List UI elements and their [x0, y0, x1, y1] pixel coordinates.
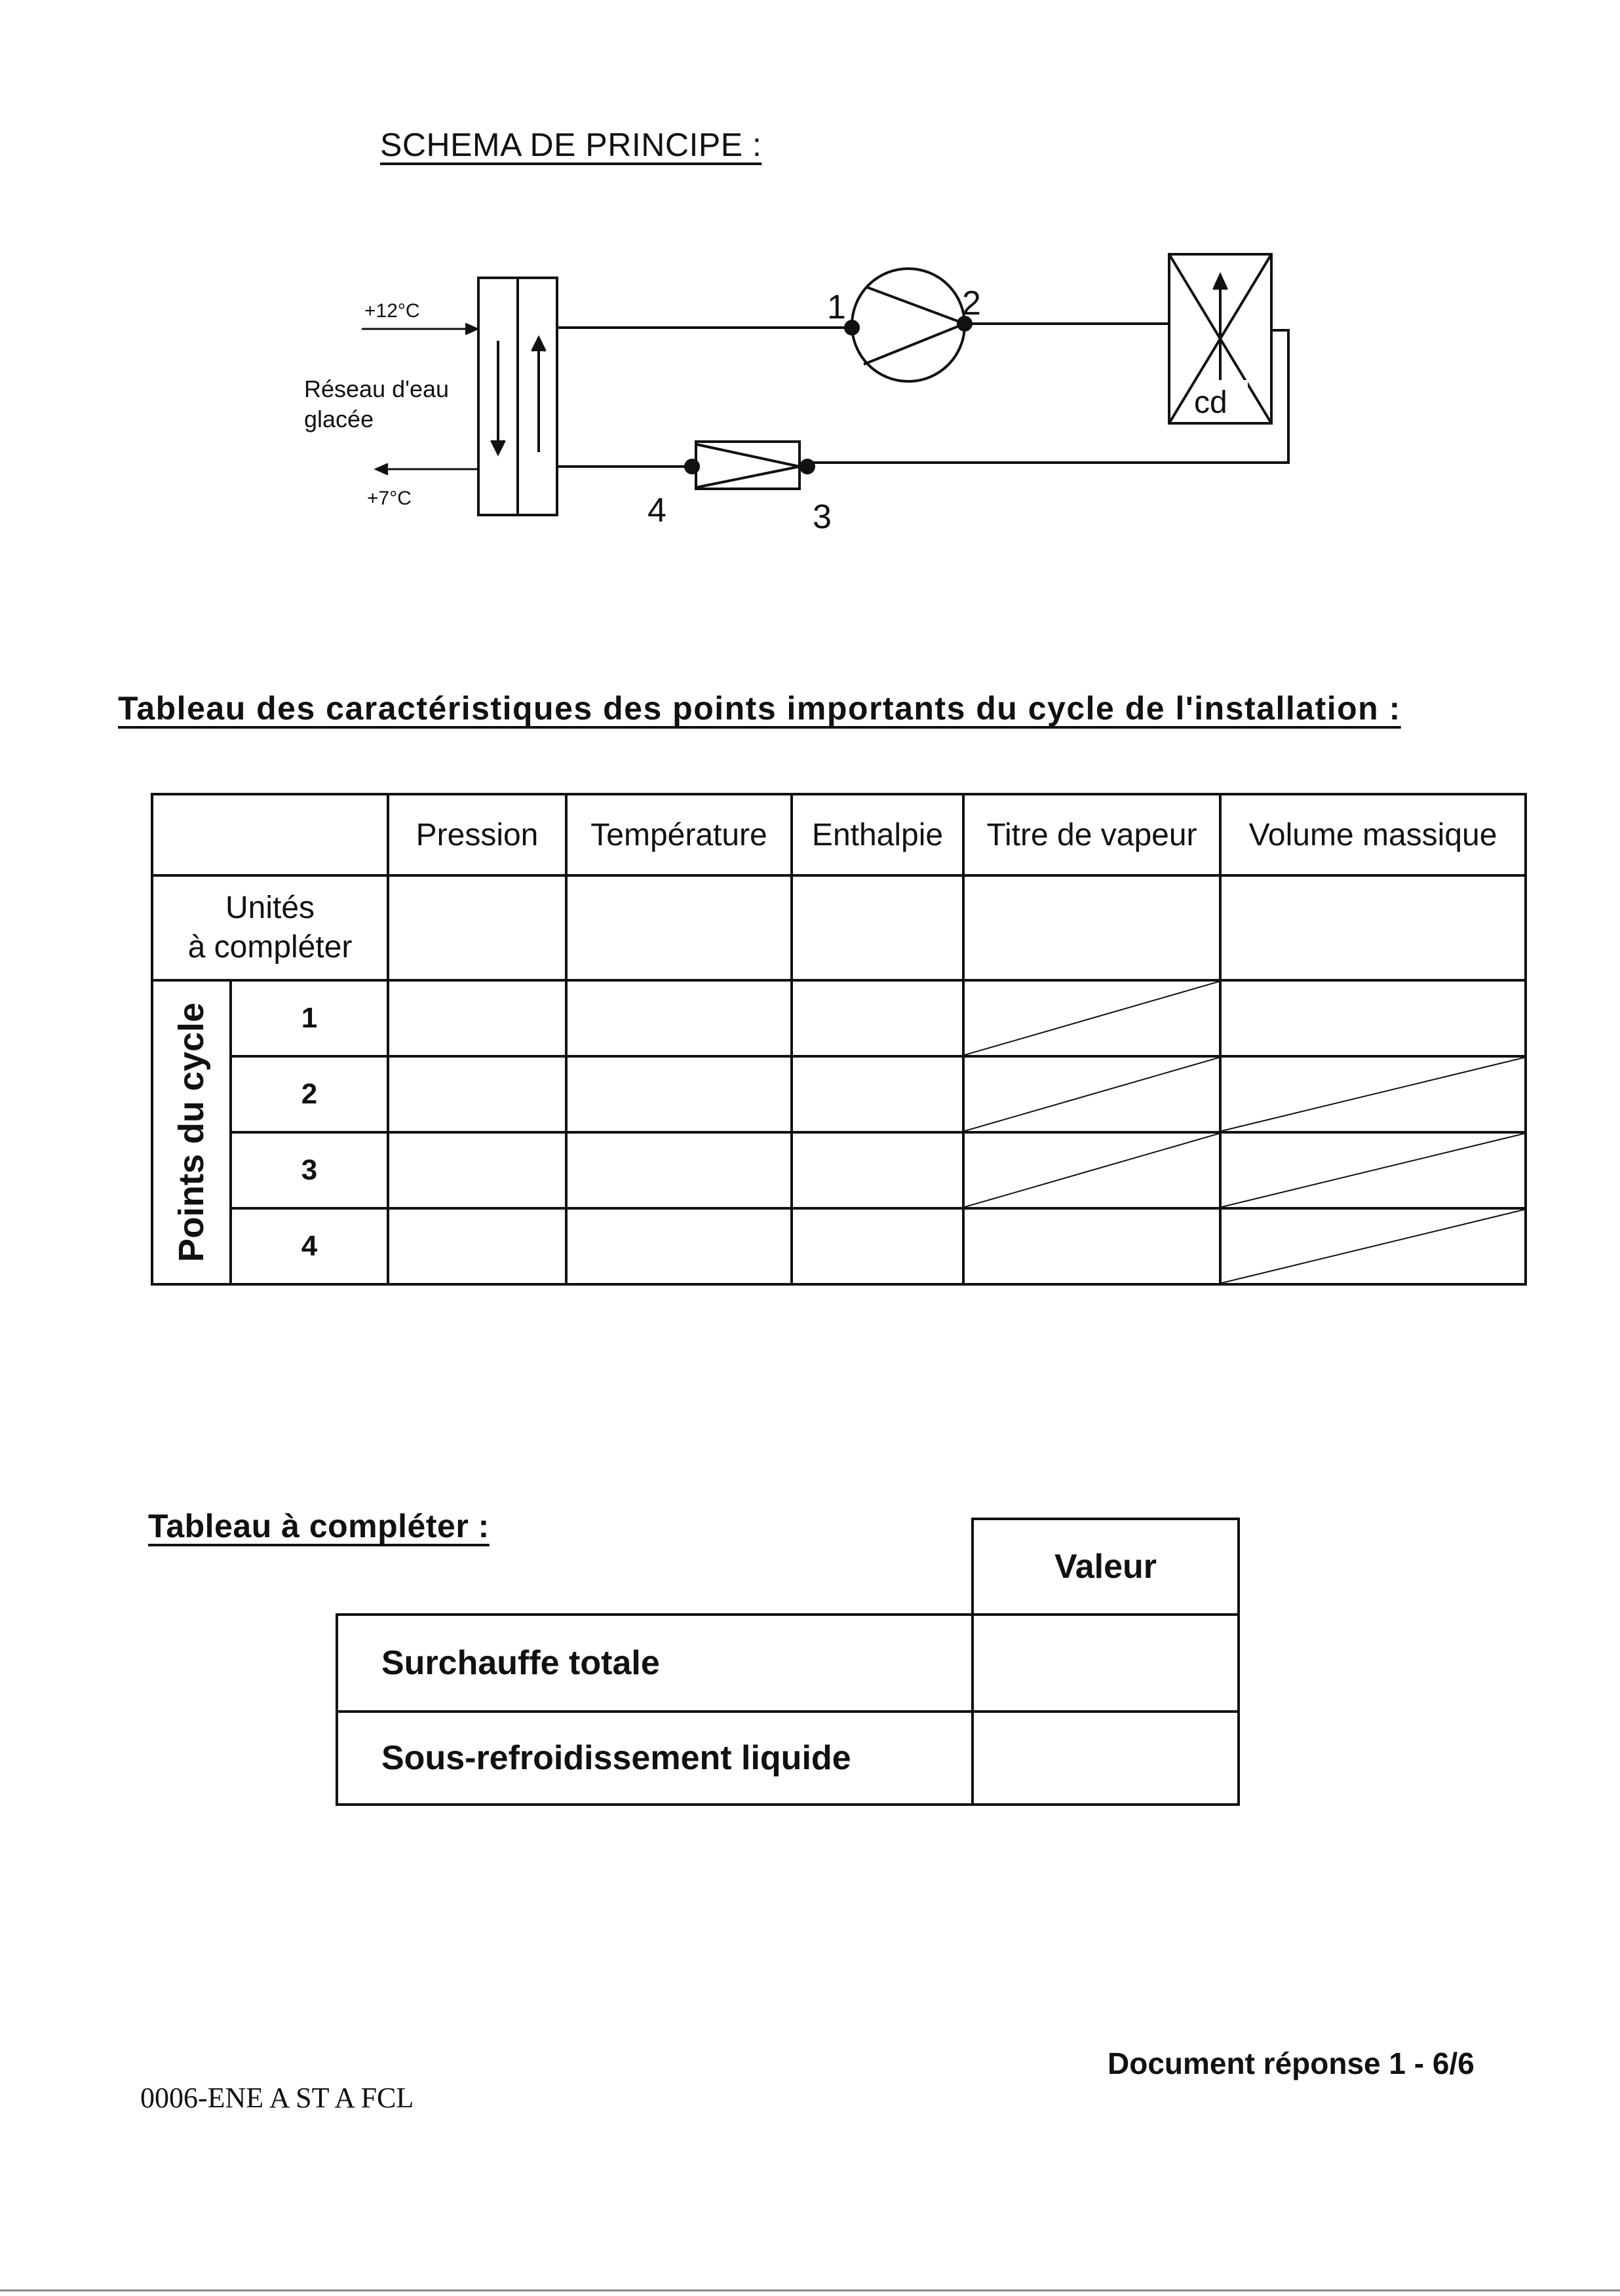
- value-table-title: Tableau à compléter :: [148, 1508, 490, 1544]
- unit-input-enthalpie[interactable]: [792, 875, 963, 980]
- table-row: [337, 1615, 1239, 1712]
- units-label-cell: [152, 875, 388, 980]
- crossed-cell: [963, 1132, 1220, 1208]
- schema-title: SCHEMA DE PRINCIPE :: [380, 126, 762, 163]
- crossed-cell: [1220, 1056, 1526, 1132]
- water-in-arrow-icon: [362, 324, 477, 334]
- value-table: [336, 1518, 1240, 1806]
- units-label-line2: à compléter: [187, 930, 353, 965]
- cell-input[interactable]: [1220, 980, 1526, 1056]
- crossed-cell: [1220, 1208, 1526, 1284]
- cell-input[interactable]: [388, 1056, 566, 1132]
- network-label-line2: glacée: [304, 406, 374, 432]
- document-code: 0006-ENE A ST A FCL: [140, 2082, 414, 2114]
- cell-input[interactable]: [792, 980, 963, 1056]
- crossed-cell: [963, 1056, 1220, 1132]
- unit-input-volume-massique[interactable]: [1220, 875, 1526, 980]
- value-input-sous-refroidissement[interactable]: [973, 1712, 1239, 1805]
- points-label-cell: [152, 980, 231, 1284]
- point-label-1: 1: [827, 288, 846, 326]
- unit-input-titre-vapeur[interactable]: [963, 875, 1220, 980]
- expansion-valve-icon: [696, 442, 800, 489]
- cell-input[interactable]: [963, 1208, 1220, 1284]
- crossed-cell: [1220, 1132, 1526, 1208]
- value-header: Valeur: [973, 1519, 1239, 1615]
- header-pression: Pression: [388, 794, 566, 875]
- header-enthalpie: Enthalpie: [792, 794, 963, 875]
- table-row: [152, 1132, 1526, 1208]
- cell-input[interactable]: [792, 1056, 963, 1132]
- temp-in-label: +12°C: [364, 300, 420, 322]
- water-out-arrow-icon: [376, 464, 477, 474]
- cell-input[interactable]: [566, 1132, 792, 1208]
- refrigeration-schematic: [0, 0, 1620, 590]
- piping: [557, 324, 1288, 467]
- unit-input-temperature[interactable]: [566, 875, 792, 980]
- cell-input[interactable]: [388, 1132, 566, 1208]
- table-row: [152, 980, 1526, 1056]
- network-label-line1: Réseau d'eau: [304, 375, 450, 402]
- point-label-4: 4: [647, 491, 666, 529]
- cell-input[interactable]: [388, 980, 566, 1056]
- cycle-characteristics-table: [151, 793, 1527, 1286]
- bottom-rule: [0, 2289, 1620, 2291]
- evaporator-exchanger-icon: [478, 278, 557, 515]
- header-volume-massique: Volume massique: [1220, 794, 1526, 875]
- row-label-sous-refroidissement: Sous-refroidissement liquide: [337, 1712, 973, 1805]
- crossed-cell: [963, 980, 1220, 1056]
- condenser-label: cd: [1194, 385, 1227, 420]
- cell-input[interactable]: [566, 1208, 792, 1284]
- units-label-line1: Unités: [225, 890, 315, 925]
- point-number: 4: [231, 1208, 388, 1284]
- point-label-3: 3: [813, 498, 832, 536]
- header-temperature: Température: [566, 794, 792, 875]
- point-number: 1: [231, 980, 388, 1056]
- point-number: 2: [231, 1056, 388, 1132]
- value-input-surchauffe[interactable]: [973, 1615, 1239, 1712]
- cell-input[interactable]: [388, 1208, 566, 1284]
- header-titre-vapeur: Titre de vapeur: [963, 794, 1220, 875]
- unit-input-pression[interactable]: [388, 875, 566, 980]
- empty-corner: [337, 1519, 973, 1615]
- point-label-2: 2: [962, 284, 981, 322]
- cell-input[interactable]: [566, 980, 792, 1056]
- cell-input[interactable]: [792, 1208, 963, 1284]
- temp-out-label: +7°C: [367, 488, 412, 509]
- table-row: [337, 1712, 1239, 1805]
- row-label-surchauffe: Surchauffe totale: [337, 1615, 973, 1712]
- table-row: [152, 1208, 1526, 1284]
- corner-cell: [152, 794, 388, 875]
- points-label: Points du cycle: [172, 1002, 211, 1263]
- cycle-table-title: Tableau des caractéristiques des points importants du cycle de l'installation :: [118, 690, 1401, 727]
- point-number: 3: [231, 1132, 388, 1208]
- compressor-icon: [852, 269, 965, 381]
- cell-input[interactable]: [792, 1132, 963, 1208]
- document-label: Document réponse 1 - 6/6: [1108, 2046, 1475, 2080]
- table-row: [152, 1056, 1526, 1132]
- cell-input[interactable]: [566, 1056, 792, 1132]
